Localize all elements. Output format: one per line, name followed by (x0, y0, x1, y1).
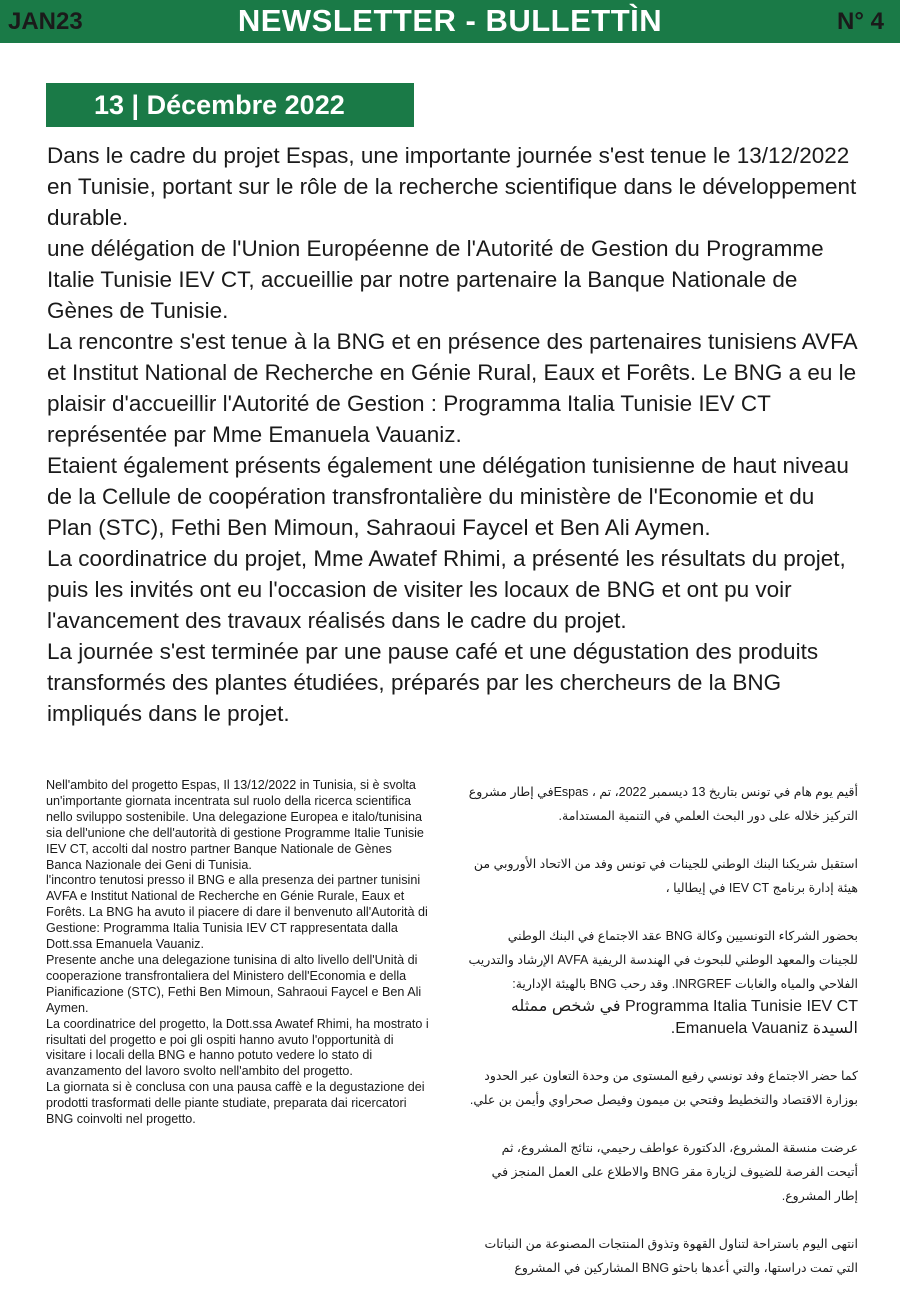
italian-paragraph: La giornata si è conclusa con una pausa caffè e la degustazione dei prodotti trasformati delle piante studiate, preparata dai ricercatori BNG coinvolti nel progetto. (46, 1080, 425, 1127)
arabic-paragraph-text: بحضور الشركاء التونسيين وكالة BNG عقد الاجتماع في البنك الوطني للجينات والمعهد الوطني للبحوث في الهندسة الريفية AVFA الإرشاد والتدريب الفلاحي والمياه والغابات INRGREF. وقد رحب BNG بالهيئة الإدارية: (468, 929, 858, 991)
french-paragraph: La journée s'est terminée par une pause café et une dégustation des produits transformés des plantes étudiées, préparés par les chercheurs de la BNG impliqués dans le projet. (47, 639, 819, 726)
french-paragraph: une délégation de l'Union Européenne de l'Autorité de Gestion du Programme Italie Tunisie IEV CT, accueillie par notre partenaire la Banque Nationale de Gènes de Tunisie. (47, 236, 824, 323)
italian-paragraph: Nell'ambito del progetto Espas, Il 13/12/2022 in Tunisia, si è svolta un'importante giornata incentrata sul ruolo della ricerca scientifica nello sviluppo sostenibile. Una delegazione Europea e italo/tunisina sia dell'unione che dell'autorità di gestione Programme Italie Tunisie IEV CT, accolti dal nostro partner Banque Nationale de Gènes (46, 778, 424, 856)
arabic-paragraph-programme: Programma Italia Tunisie IEV CT في شخص ممثله السيدة Emanuela Vauaniz. (510, 998, 858, 1037)
arabic-paragraph: استقبل شريكنا البنك الوطني للجينات في تونس وفد من الاتحاد الأوروبي من هيئة إدارة برنامج IEV CT في إيطاليا ، (473, 857, 858, 895)
arabic-paragraph (468, 924, 858, 996)
arabic-paragraph: عرضت منسقة المشروع، الدكتورة عواطف رحيمي، نتائج المشروع، ثم أتيحت الفرصة للضيوف لزيارة مقر BNG والاطلاع على العمل المنجز في إطار المشروع. (491, 1141, 858, 1203)
issue-number: N° 4 (837, 8, 884, 35)
date-banner: 13 | Décembre 2022 (46, 83, 414, 127)
arabic-article (468, 780, 858, 1304)
french-article (47, 140, 857, 729)
issue-date: JAN23 (8, 8, 83, 35)
french-paragraph: Etaient également présents également une délégation tunisienne de haut niveau de la Cellule de coopération transfrontalière du ministère de l'Economie et du Plan (STC), Fethi Ben Mimoun, Sahraoui Faycel et Ben Ali Aymen. (47, 453, 849, 540)
arabic-paragraph: أقيم يوم هام في تونس بتاريخ 13 ديسمبر 2022، تم ، Espasفي إطار مشروع التركيز خلاله على دور البحث العلمي في التنمية المستدامة. (468, 785, 858, 823)
newsletter-title: NEWSLETTER - BULLETTÌN (237, 3, 663, 38)
arabic-paragraph: انتهى اليوم باستراحة لتناول القهوة وتذوق المنتجات المصنوعة من النباتات التي تمت دراستها، والتي أعدها باحثو BNG المشاركين في المشروع (484, 1237, 858, 1275)
italian-paragraph: La coordinatrice del progetto, la Dott.ssa Awatef Rhimi, ha mostrato i risultati del progetto e poi gli ospiti hanno avuto l'opportunità di visitare i locali della BNG e hanno potuto vedere lo stato di avanzamento del lavoro svolto nell'ambito del progetto. (46, 1016, 429, 1079)
french-paragraph: Dans le cadre du projet Espas, une importante journée s'est tenue le 13/12/2022 en Tunisie, portant sur le rôle de la recherche scientifique dans le développement durable. (47, 143, 857, 230)
italian-paragraph: Presente anche una delegazione tunisina di alto livello dell'Unità di cooperazione transfrontaliera del Ministero dell'Economia e della Pianificazione (STC), Fethi Ben Mimoun, Sahraoui Faycel e Ben Ali Aymen. (46, 952, 422, 1015)
french-paragraph: La rencontre s'est tenue à la BNG et en présence des partenaires tunisiens AVFA et Institut National de Recherche en Génie Rural, Eaux et Forêts. Le BNG a eu le plaisir d'accueillir l'Autorité de Gestion : Programma Italia Tunisie IEV CT représentée par Mme Emanuela Vauaniz. (47, 329, 857, 447)
italian-paragraph: l'incontro tenutosi presso il BNG e alla presenza dei partner tunisini AVFA e Institut National de Recherche en Génie Rurale, Eaux et Forêts. La BNG ha avuto il piacere di dare il benvenuto all'Autorità di Gestione: Programma Italia Tunisia IEV CT rappresentata dalla Dott.ssa Emanuela Vauaniz. (46, 873, 428, 952)
italian-article (46, 778, 430, 1128)
arabic-paragraph: كما حضر الاجتماع وفد تونسي رفيع المستوى من وحدة التعاون عبر الحدود بوزارة الاقتصاد والتخطيط وفتحي بن ميمون وفيصل صحراوي وأيمن بن علي. (469, 1069, 858, 1107)
italian-paragraph: Banca Nazionale dei Geni di Tunisia. (46, 857, 252, 872)
french-paragraph: La coordinatrice du projet, Mme Awatef Rhimi, a présenté les résultats du projet, puis les invités ont eu l'occasion de visiter les locaux de BNG et ont pu voir l'avancement des travaux réalisés dans le cadre du projet. (47, 546, 846, 633)
newsletter-header (0, 0, 900, 43)
